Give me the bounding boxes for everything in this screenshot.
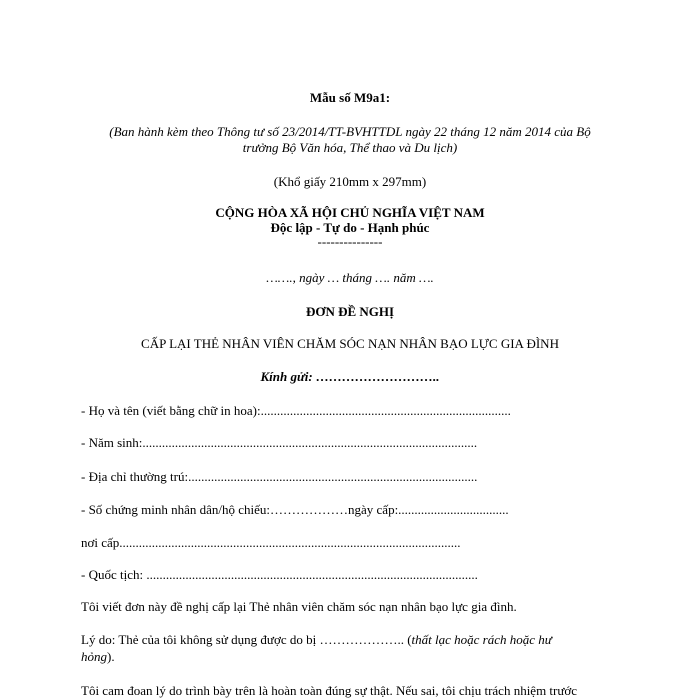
- document-title: ĐƠN ĐỀ NGHỊ: [305, 304, 395, 319]
- date-line: ……., ngày … tháng …. năm ….: [266, 270, 434, 285]
- reason-options: thất lạc hoặc rách hoặc hư: [411, 632, 552, 647]
- reason-prefix: Lý do: Thẻ của tôi không sử dụng được do bị ……………….. (: [81, 632, 412, 647]
- motto-divider: ---------------: [317, 234, 383, 249]
- reason-options-end: hỏng: [81, 649, 107, 664]
- request-paragraph: Tôi viết đơn này đề nghị cấp lại Thẻ nhân viên chăm sóc nạn nhân bạo lực gia đình.: [81, 599, 517, 614]
- issued-by-line-1: (Ban hành kèm theo Thông tư số 23/2014/TT-BVHTTDL ngày 22 tháng 12 năm 2014 của Bộ: [109, 124, 591, 139]
- field-id-number: - Số chứng minh nhân dân/hộ chiếu:………………ngày cấp:..................................: [81, 502, 509, 517]
- reason-suffix: ).: [107, 649, 115, 664]
- reason-line-2: [81, 649, 115, 665]
- document-subtitle: CẤP LẠI THẺ NHÂN VIÊN CHĂM SÓC NẠN NHÂN BẠO LỰC GIA ĐÌNH: [141, 336, 559, 351]
- form-number: Mẫu số M9a1:: [309, 90, 391, 105]
- recipient: Kính gửi: ………………………..: [260, 369, 440, 384]
- field-birth-year: - Năm sinh:.......................................................................................................: [81, 435, 478, 450]
- country-name: CỘNG HÒA XÃ HỘI CHỦ NGHĨA VIỆT NAM: [215, 205, 485, 220]
- field-address: - Địa chỉ thường trú:.........................................................................................: [81, 469, 478, 484]
- field-full-name: - Họ và tên (viết bằng chữ in hoa):.............................................................................: [81, 403, 511, 418]
- reason-line-1: [81, 632, 552, 648]
- paper-size: (Khổ giấy 210mm x 297mm): [273, 174, 427, 189]
- field-nationality: - Quốc tịch: ......................................................................................................: [81, 567, 478, 582]
- field-issue-place: nơi cấp.........................................................................................................: [81, 535, 461, 550]
- motto: Độc lập - Tự do - Hạnh phúc: [270, 220, 430, 235]
- issued-by-line-2: trưởng Bộ Văn hóa, Thể thao và Du lịch): [242, 140, 458, 155]
- commitment-paragraph: Tôi cam đoan lý do trình bày trên là hoàn toàn đúng sự thật. Nếu sai, tôi chịu trách nhiệm trước: [81, 683, 578, 698]
